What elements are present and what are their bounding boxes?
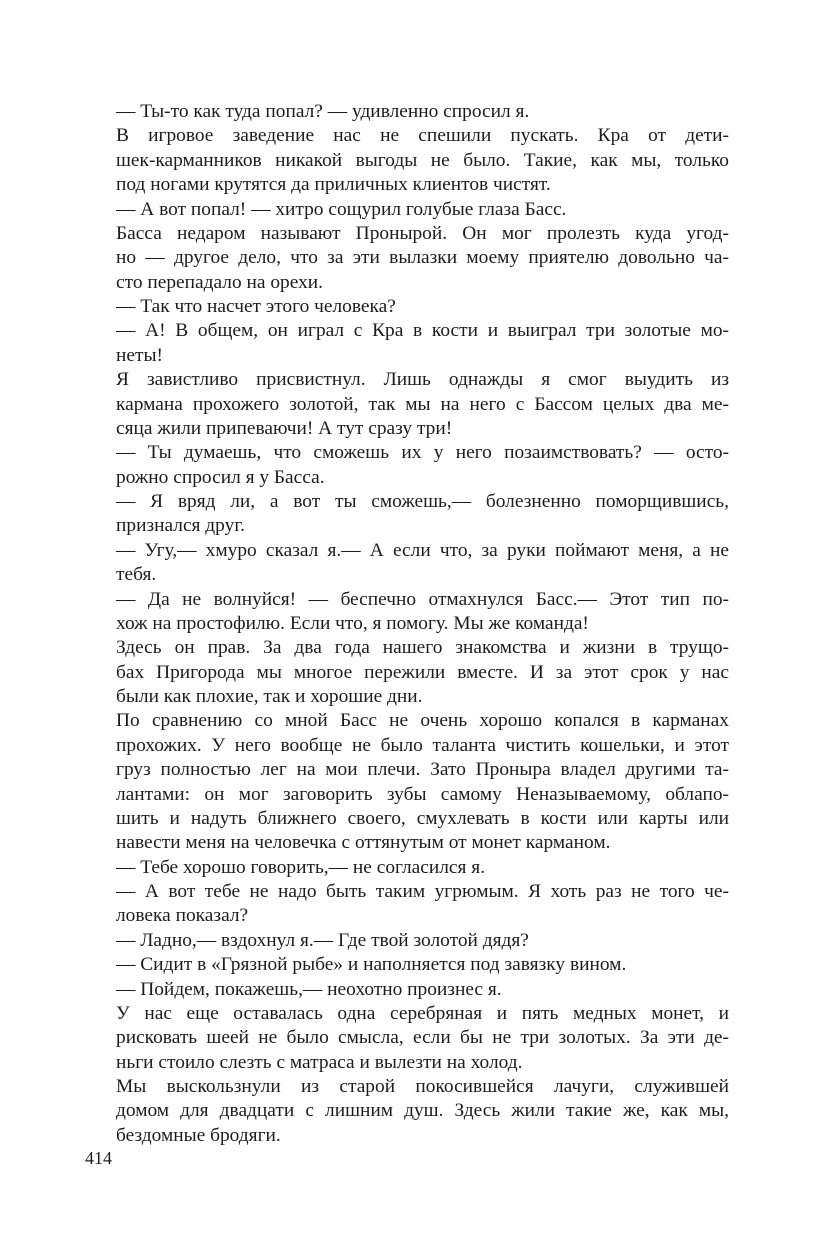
text-line: — Ладно,— вздохнул я.— Где твой золотой дядя? (116, 929, 529, 951)
text-line: но — другое дело, что за эти вылазки моему приятелю довольно ча- (116, 247, 729, 269)
text-line: У нас еще оставалась одна серебряная и пять медных монет, и (116, 1002, 729, 1024)
text-line: По сравнению со мной Басс не очень хорошо копался в карманах (116, 710, 729, 732)
body-text (116, 100, 729, 1148)
text-line: Я завистливо присвистнул. Лишь однажды я смог выудить из (116, 369, 729, 391)
text-line: под ногами крутятся да приличных клиентов чистят. (116, 174, 551, 196)
text-line: груз полностью лег на мои плечи. Зато Проныра владел другими та- (116, 759, 729, 781)
text-line: неты! (116, 344, 163, 366)
text-line: хож на простофилю. Если что, я помогу. Мы же команда! (116, 612, 589, 634)
text-line: шить и надуть ближнего своего, смухлевать в кости или карты или (116, 807, 729, 829)
text-line: тебя. (116, 564, 157, 586)
text-line: Басса недаром называют Пронырой. Он мог пролезть куда угод- (116, 222, 729, 244)
text-line: сто перепадало на орехи. (116, 271, 323, 293)
text-line: ловека показал? (116, 905, 249, 927)
text-line: Здесь он прав. За два года нашего знакомства и жизни в трущо- (116, 637, 729, 659)
text-line: рисковать шеей не было смысла, если бы не три золотых. За эти де- (116, 1027, 729, 1049)
text-line: шек-карманников никакой выгоды не было. Такие, как мы, только (116, 149, 729, 171)
text-line: Мы выскользнули из старой покосившейся лачуги, служившей (116, 1076, 729, 1097)
text-line: навести меня на человечка с оттянутым от монет карманом. (116, 832, 611, 854)
text-line: — Да не волнуйся! — беспечно отмахнулся Басс.— Этот тип по- (116, 588, 729, 610)
text-line: — Угу,— хмуро сказал я.— А если что, за руки поймают меня, а не (116, 539, 729, 561)
text-line: — Ты думаешь, что сможешь их у него позаимствовать? — осто- (116, 442, 729, 464)
text-line: признался друг. (116, 515, 245, 537)
text-line: — Тебе хорошо говорить,— не согласился я. (116, 856, 486, 878)
text-line: — Ты-то как туда попал? — удивленно спросил я. (116, 101, 530, 122)
text-line: кармана прохожего золотой, так мы на него с Бассом целых два ме- (116, 393, 729, 415)
text-line: — Пойдем, покажешь,— неохотно произнес я. (116, 978, 502, 1000)
text-line: рожно спросил я у Басса. (116, 466, 325, 488)
text-line: домом для двадцати с лишним душ. Здесь жили такие же, как мы, (116, 1100, 729, 1122)
text-line: бездомные бродяги. (116, 1124, 281, 1146)
text-line: — А вот тебе не надо быть таким угрюмым. Я хоть раз не того че- (116, 881, 729, 902)
text-line: — Так что насчет этого человека? (116, 296, 396, 317)
text-line: В игровое заведение нас не спешили пускать. Кра от дети- (116, 125, 729, 147)
text-line: — А! В общем, он играл с Кра в кости и выиграл три золотые мо- (116, 320, 729, 342)
text-line: сяца жили припеваючи! А тут сразу три! (116, 417, 453, 439)
text-line: бах Пригорода мы многое пережили вместе. И за этот срок у нас (116, 661, 729, 683)
text-line: прохожих. У него вообще не было таланта чистить кошельки, и этот (116, 734, 729, 756)
text-line: ньги стоило слезть с матраса и вылезти на холод. (116, 1051, 523, 1073)
text-line: — А вот попал! — хитро сощурил голубые глаза Басс. (116, 198, 567, 220)
text-line: — Сидит в «Грязной рыбе» и наполняется под завязку вином. (116, 954, 627, 976)
page-number: 414 (85, 1148, 112, 1168)
text-line: лантами: он мог заговорить зубы самому Неназываемому, облапо- (116, 783, 729, 805)
text-line: — Я вряд ли, а вот ты сможешь,— болезненно поморщившись, (116, 491, 729, 512)
text-line: были как плохие, так и хорошие дни. (116, 686, 423, 707)
